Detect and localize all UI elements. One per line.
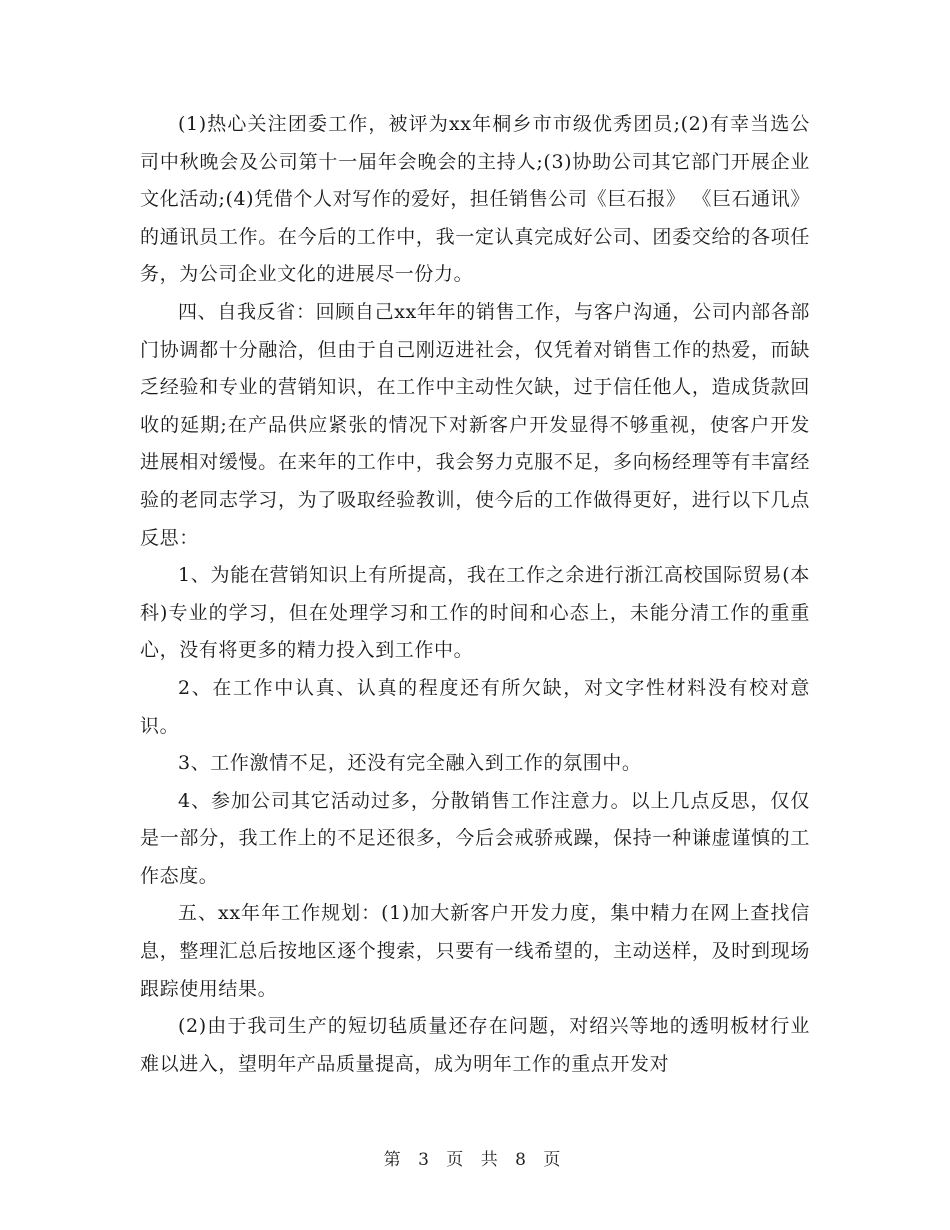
paragraph-5: 3、工作激情不足，还没有完全融入到工作的氛围中。 <box>178 752 642 775</box>
paragraph-6: 4、参加公司其它活动过多，分散销售工作注意力。以上几点反思，仅仅是一部分，我工作上的不足还很多，今后会戒骄戒躁，保持一种谦虚谨慎的工作态度。 <box>140 789 810 887</box>
paragraph-8: (2)由于我司生产的短切毡质量还存在问题，对绍兴等地的透明板材行业难以进入，望明年产品质量提高，成为明年工作的重点开发对 <box>140 1015 810 1075</box>
paragraph-1: (1)热心关注团委工作，被评为xx年桐乡市市级优秀团员;(2)有幸当选公司中秋晚会及公司第十一届年会晚会的主持人;(3)协助公司其它部门开展企业文化活动;(4)凭借个人对写作的爱好，担任销售公司《巨石报》 《巨石通讯》的通讯员工作。在今后的工作中，我一定认真完成好公司、团委交给的各项任务，为公司企业文化的进展尽一份力。 <box>140 113 810 286</box>
paragraph-2: 四、自我反省：回顾自己xx年年的销售工作，与客户沟通，公司内部各部门协调都十分融洽，但由于自己刚迈进社会，仅凭着对销售工作的热爱，而缺乏经验和专业的营销知识，在工作中主动性欠缺，过于信任他人，造成货款回收的延期;在产品供应紧张的情况下对新客户开发显得不够重视，使客户开发进展相对缓慢。在来年的工作中，我会努力克服不足，多向杨经理等有丰富经验的老同志学习，为了吸取经验教训，使今后的工作做得更好，进行以下几点反思： <box>140 300 810 549</box>
document-body <box>140 106 810 1083</box>
paragraph-3: 1、为能在营销知识上有所提高，我在工作之余进行浙江高校国际贸易(本科)专业的学习，但在处理学习和工作的时间和心态上，未能分清工作的重重心，没有将更多的精力投入到工作中。 <box>140 564 810 662</box>
page-number-footer: 第 3 页 共 8 页 <box>383 1150 567 1170</box>
paragraph-4: 2、在工作中认真、认真的程度还有所欠缺，对文字性材料没有校对意识。 <box>140 676 810 737</box>
paragraph-7: 五、xx年年工作规划：(1)加大新客户开发力度，集中精力在网上查找信息，整理汇总后按地区逐个搜索，只要有一线希望的，主动送样，及时到现场跟踪使用结果。 <box>140 902 810 1000</box>
